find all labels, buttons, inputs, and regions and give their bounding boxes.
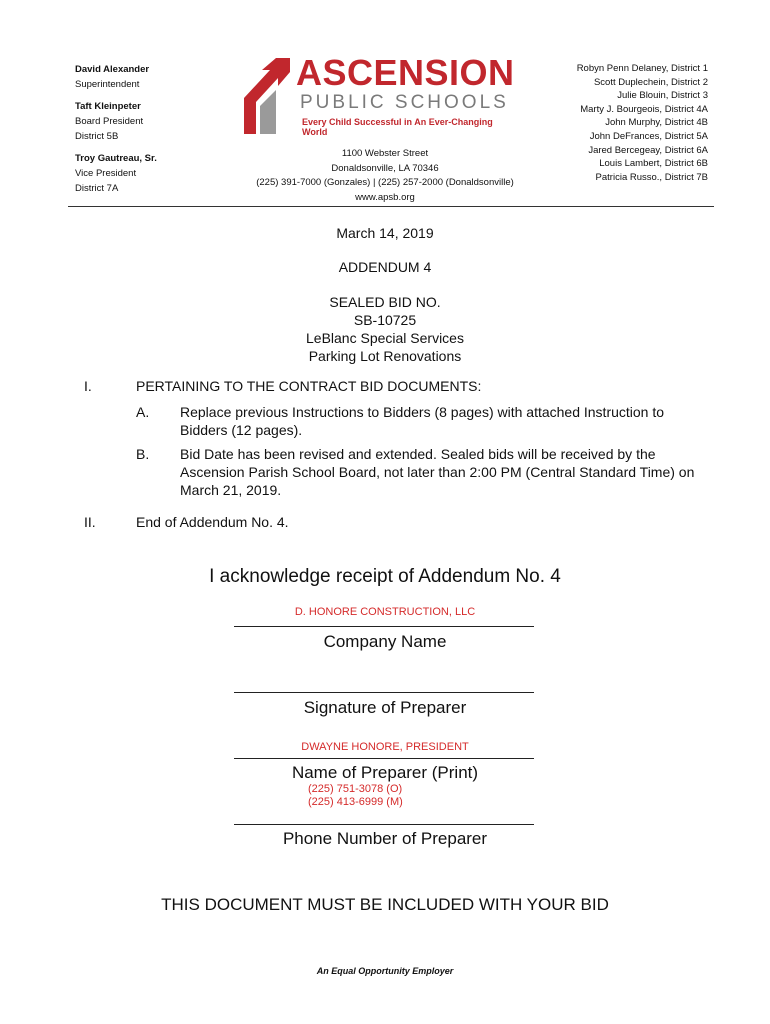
- board-member: Louis Lambert, District 6B: [599, 158, 708, 170]
- logo-subtitle: PUBLIC SCHOOLS: [300, 92, 509, 113]
- acknowledgement-heading: I acknowledge receipt of Addendum No. 4: [209, 566, 561, 587]
- section-2-number: II.: [84, 514, 96, 530]
- officer-board-president: Taft Kleinpeter Board President District 5B: [75, 101, 144, 142]
- board-member: Scott Duplechein, District 2: [593, 76, 708, 88]
- website-link[interactable]: www.apsb.org: [355, 191, 415, 203]
- officer-superintendent: David Alexander Superintendent: [75, 64, 150, 90]
- address-block: 1100 Webster Street Donaldsonville, LA 70346 (225) 391-7000 (Gonzales) | (225) 257-2000 (Donaldsonville) www.apsb.org: [230, 147, 540, 205]
- bid-info: SEALED BID NO. SB-10725 LeBlanc Special Services Parking Lot Renovations: [306, 294, 464, 364]
- company-name-label: Company Name: [323, 632, 447, 651]
- include-notice: THIS DOCUMENT MUST BE INCLUDED WITH YOUR BID: [161, 895, 609, 914]
- addendum-title: ADDENDUM 4: [338, 259, 432, 275]
- board-member: Patricia Russo., District 7B: [595, 171, 708, 183]
- officers-block: [75, 62, 157, 203]
- board-members-block: [577, 62, 708, 184]
- signature-line[interactable]: [234, 692, 534, 693]
- section-1-title: PERTAINING TO THE CONTRACT BID DOCUMENTS:: [136, 378, 482, 394]
- phone-line: [234, 824, 534, 825]
- preparer-name-value[interactable]: DWAYNE HONORE, PRESIDENT: [301, 741, 469, 753]
- arrow-logo-icon: [240, 56, 300, 136]
- equal-opportunity-footer: An Equal Opportunity Employer: [316, 966, 454, 976]
- board-member: Julie Blouin, District 3: [617, 90, 708, 102]
- board-member: John DeFrances, District 5A: [589, 130, 708, 142]
- item-a-label: A.: [136, 404, 150, 420]
- item-a-text: Replace previous Instructions to Bidders (8 pages) with attached Instruction to Bidders (12 pages).: [180, 404, 665, 438]
- board-member: Robyn Penn Delaney, District 1: [576, 63, 708, 74]
- company-name-value[interactable]: D. HONORE CONSTRUCTION, LLC: [294, 606, 476, 618]
- preparer-name-label: Name of Preparer (Print): [291, 763, 479, 782]
- document-date: March 14, 2019: [336, 225, 434, 241]
- section-1-number: I.: [84, 378, 92, 394]
- company-name-line: [234, 626, 534, 627]
- ascension-logo: [240, 52, 515, 137]
- item-b-text: Bid Date has been revised and extended. Sealed bids will be received by the Ascension Parish School Board, not later than 2:00 PM (Central Standard Time) on March 21, 2019.: [180, 446, 695, 498]
- phone-values[interactable]: (225) 751-3078 (O) (225) 413-6999 (M): [308, 783, 403, 808]
- officer-vice-president: Troy Gautreau, Sr. Vice President District 7A: [75, 153, 157, 194]
- signature-label: Signature of Preparer: [303, 698, 467, 717]
- phone-label: Phone Number of Preparer: [282, 829, 488, 848]
- logo-tagline: Every Child Successful in An Ever-Changing World: [302, 117, 493, 137]
- header-divider: [68, 206, 714, 207]
- section-2-title: End of Addendum No. 4.: [136, 514, 289, 530]
- logo-title: ASCENSION: [296, 52, 515, 93]
- board-member: Marty J. Bourgeois, District 4A: [580, 103, 708, 115]
- board-member: Jared Bercegeay, District 6A: [588, 144, 708, 156]
- preparer-name-line: [234, 758, 534, 759]
- board-member: John Murphy, District 4B: [605, 117, 708, 129]
- item-b-label: B.: [136, 446, 150, 462]
